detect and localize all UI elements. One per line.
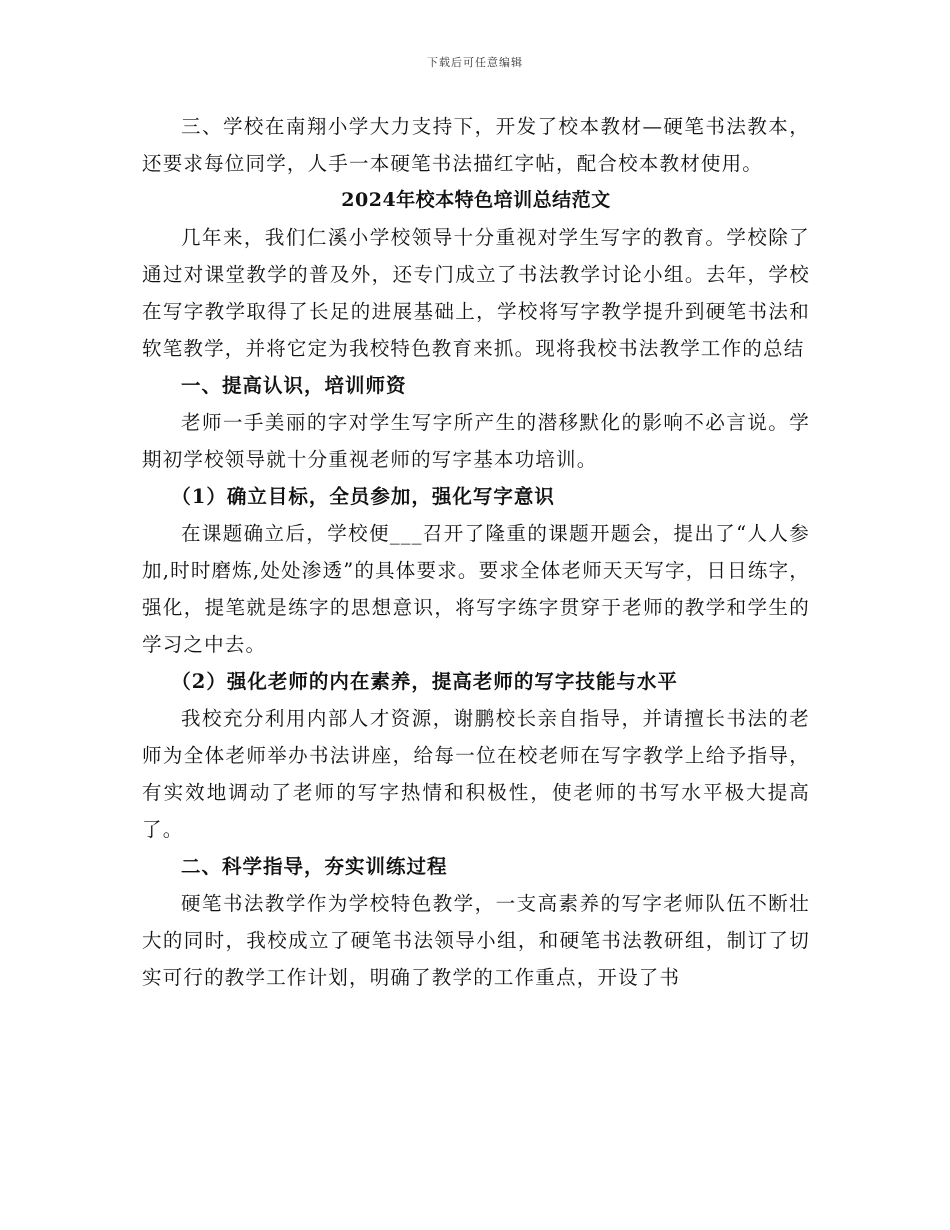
paragraph-4: 我校充分利用内部人才资源，谢鹏校长亲自指导，并请擅长书法的老师为全体老师举办书法讲座，给每一位在校老师在写字教学上给予指导，有实效地调动了老师的写字热情和积极性，使老师的书写水平极大提高了。 — [142, 707, 810, 841]
download-note: 下载后可任意编辑 — [427, 56, 523, 69]
subsection-heading-2: （2）强化老师的内在素养，提高老师的写字技能与水平 — [171, 670, 678, 693]
section-heading-2: 二、科学指导，夯实训练过程 — [181, 855, 448, 878]
subsection-heading-1: （1）确立目标，全员参加，强化写字意识 — [171, 485, 555, 508]
section-heading-1: 一、提高认识，培训师资 — [181, 374, 407, 397]
paragraph-5: 硬笔书法教学作为学校特色教学，一支高素养的写字老师队伍不断壮大的同时，我校成立了硬笔书法领导小组，和硬笔书法教研组，制订了切实可行的教学工作计划，明确了教学的工作重点，开设了书 — [142, 892, 810, 989]
paragraph-3: 在课题确立后，学校便___召开了隆重的课题开题会，提出了“人人参加,时时磨炼,处处渗透”的具体要求。要求全体老师天天写字，日日练字，强化，提笔就是练字的思想意识，将写字练字贯穿于老师的教学和学生的学习之中去。 — [142, 522, 810, 656]
paragraph-1: 几年来，我们仁溪小学校领导十分重视对学生写字的教育。学校除了通过对课堂教学的普及外，还专门成立了书法教学讨论小组。去年，学校在写字教学取得了长足的进展基础上，学校将写字教学提升到硬笔书法和软笔教学，并将它定为我校特色教育来抓。现将我校书法教学工作的总结 — [142, 226, 810, 360]
intro-paragraph: 三、学校在南翔小学大力支持下，开发了校本教材—硬笔书法教本，还要求每位同学，人手一本硬笔书法描红字帖，配合校本教材使用。 — [142, 115, 810, 175]
document-title: 2024年校本特色培训总结范文 — [341, 189, 611, 211]
paragraph-2: 老师一手美丽的字对学生写字所产生的潜移默化的影响不必言说。学期初学校领导就十分重视老师的写字基本功培训。 — [142, 411, 810, 471]
document-body — [142, 108, 810, 996]
